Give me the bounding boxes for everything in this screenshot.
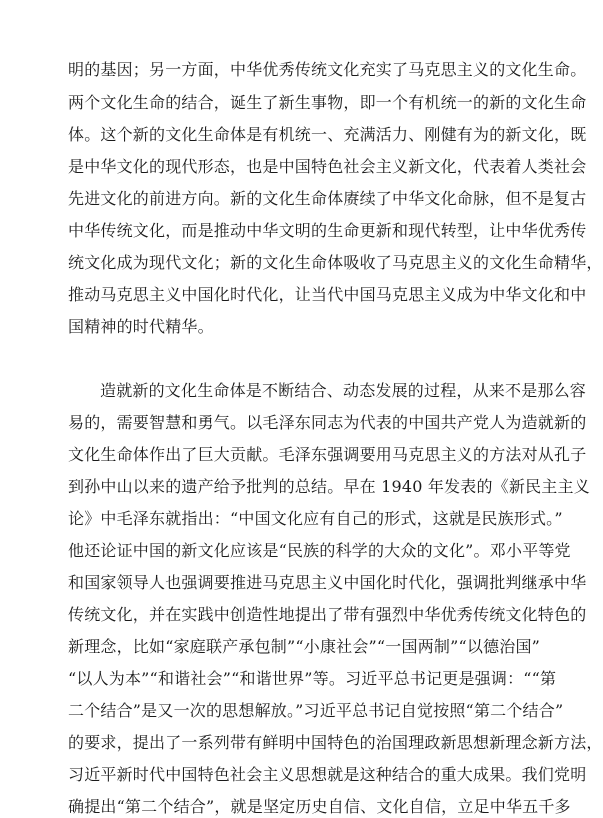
paragraph-2-line: “以人为本”“和谐社会”“和谐世界”等。习近平总书记更是强调：““第 [68, 669, 557, 688]
paragraph-2-line: 的要求，提出了一系列带有鲜明中国特色的治国理政新思想新理念新方法， [68, 733, 603, 752]
paragraph-2-line: 文化生命体作出了巨大贡献。毛泽东强调要用马克思主义的方法对从孔子 [68, 445, 587, 464]
paragraph-1-line: 是中华文化的现代形态，也是中国特色社会主义新文化，代表着人类社会 [68, 157, 587, 176]
paragraph-2-line: 传统文化，并在实践中创造性地提出了带有强烈中华优秀传统文化特色的 [68, 605, 587, 624]
paragraph-2-line: 新理念，比如“家庭联产承包制”“小康社会”“一国两制”“以德治国” [68, 637, 541, 656]
paragraph-2-line: 易的，需要智慧和勇气。以毛泽东同志为代表的中国共产党人为造就新的 [68, 413, 587, 432]
paragraph-1-line: 推动马克思主义中国化时代化，让当代中国马克思主义成为中华文化和中 [68, 285, 587, 304]
paragraph-2-line: 论》中毛泽东就指出：“中国文化应有自己的形式，这就是民族形式。” [68, 509, 563, 528]
paragraph-1-line: 统文化成为现代文化；新的文化生命体吸收了马克思主义的文化生命精华， [68, 253, 603, 272]
paragraph-2-line: 确提出“第二个结合”，就是坚定历史自信、文化自信，立足中华五千多 [68, 797, 571, 816]
paragraph-2-line: 习近平新时代中国特色社会主义思想就是这种结合的重大成果。我们党明 [68, 765, 587, 784]
paragraph-2-line: 他还论证中国的新文化应该是“民族的科学的大众的文化”。邓小平等党 [68, 541, 571, 560]
paragraph-1-line: 国精神的时代精华。 [68, 317, 214, 336]
paragraph-2-line: 二个结合”是又一次的思想解放。”习近平总书记自觉按照“第二个结合” [68, 701, 564, 720]
paragraph-1-line: 中华传统文化，而是推动中华文明的生命更新和现代转型，让中华优秀传 [68, 221, 587, 240]
paragraph-2-line: 造就新的文化生命体是不断结合、动态发展的过程，从来不是那么容 [100, 381, 587, 400]
paragraph-1-line: 体。这个新的文化生命体是有机统一、充满活力、刚健有为的新文化，既 [68, 125, 587, 144]
paragraph-1-line: 两个文化生命的结合，诞生了新生事物，即一个有机统一的新的文化生命 [68, 93, 587, 112]
paragraph-1-line: 先进文化的前进方向。新的文化生命体赓续了中华文化命脉，但不是复古 [68, 189, 587, 208]
paragraph-2-line: 到孙中山以来的遗产给予批判的总结。早在 1940 年发表的《新民主主义 [68, 477, 590, 496]
paragraph-2-line: 和国家领导人也强调要推进马克思主义中国化时代化，强调批判继承中华 [68, 573, 587, 592]
paragraph-1-line: 明的基因；另一方面，中华优秀传统文化充实了马克思主义的文化生命。 [68, 60, 587, 79]
